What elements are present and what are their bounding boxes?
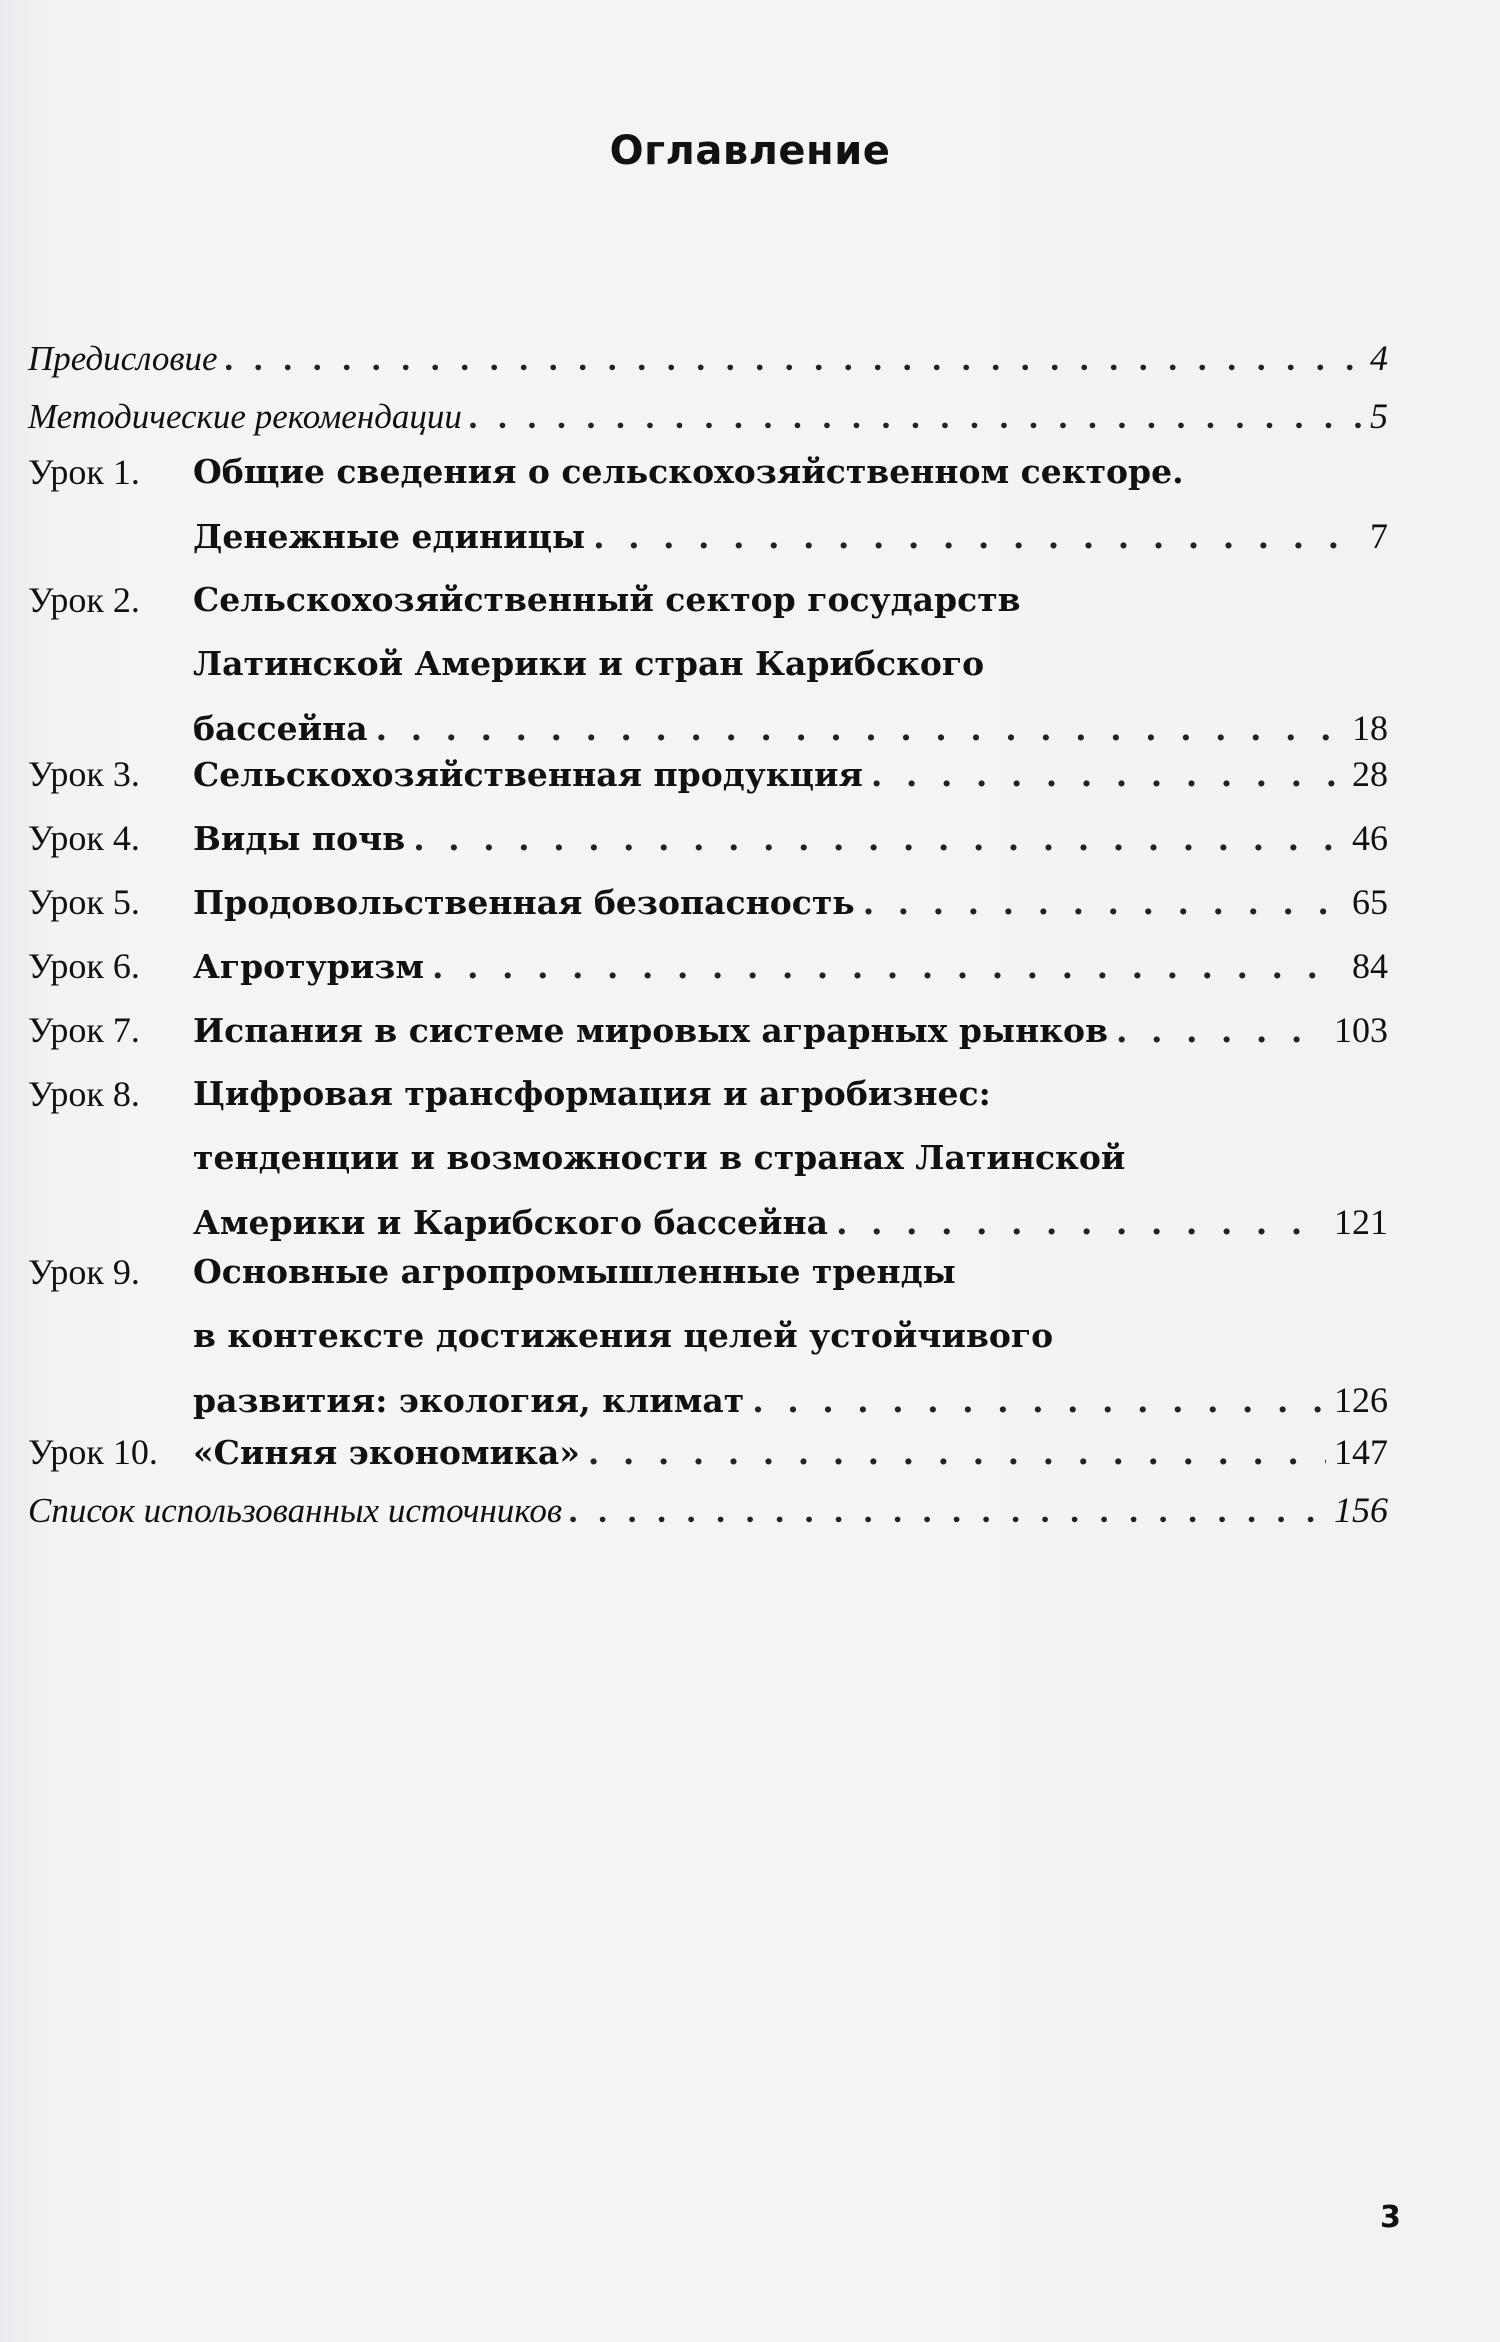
entry-title-line: развития: экология, климат bbox=[193, 1381, 745, 1420]
leader-dots bbox=[593, 515, 1362, 559]
entry-page-number: 147 bbox=[1334, 1432, 1388, 1472]
leader-dots bbox=[588, 1431, 1326, 1475]
lesson-number: Урок 6. bbox=[28, 946, 140, 986]
entry-title-line: Цифровая трансформация и агробизнес: bbox=[193, 1074, 991, 1113]
entry-page-number: 121 bbox=[1334, 1202, 1388, 1242]
entry-page-number: 65 bbox=[1352, 882, 1388, 922]
entry-title-line: Основные агропромышленные тренды bbox=[193, 1252, 956, 1291]
entry-title-line: Общие сведения о сельскохозяйственном секторе. bbox=[193, 452, 1184, 491]
entry-page-number: 18 bbox=[1352, 708, 1388, 748]
entry-title-line: Латинской Америки и стран Карибского bbox=[193, 644, 985, 683]
leader-dots bbox=[470, 395, 1362, 439]
lesson-number: Урок 9. bbox=[28, 1252, 140, 1292]
entry-page-number: 7 bbox=[1370, 516, 1388, 556]
leader-dots bbox=[432, 945, 1344, 989]
leader-dots bbox=[836, 1201, 1326, 1245]
lesson-number: Урок 1. bbox=[28, 452, 140, 492]
leader-dots bbox=[752, 1379, 1326, 1423]
lesson-number: Урок 4. bbox=[28, 818, 140, 858]
entry-title-line: Виды почв bbox=[193, 819, 406, 858]
entry-page-number: 4 bbox=[1370, 338, 1388, 378]
leader-dots bbox=[871, 753, 1344, 797]
entry-title-line: «Синяя экономика» bbox=[193, 1433, 580, 1472]
entry-page-number: 126 bbox=[1334, 1380, 1388, 1420]
leader-dots bbox=[863, 881, 1344, 925]
entry-title-line: Испания в системе мировых аграрных рынков bbox=[193, 1011, 1108, 1050]
lesson-number: Урок 5. bbox=[28, 882, 140, 922]
entry-title-line: Список использованных источников bbox=[28, 1491, 563, 1530]
lesson-number: Урок 2. bbox=[28, 580, 140, 620]
leader-dots bbox=[226, 337, 1362, 381]
entry-page-number: 28 bbox=[1352, 754, 1388, 794]
entry-title-line: Продовольственная безопасность bbox=[193, 883, 855, 922]
entry-title-line: Денежные единицы bbox=[193, 517, 586, 556]
lesson-number: Урок 7. bbox=[28, 1010, 140, 1050]
entry-title-line: Сельскохозяйственный сектор государств bbox=[193, 580, 1021, 619]
lesson-number: Урок 8. bbox=[28, 1074, 140, 1114]
entry-page-number: 5 bbox=[1370, 396, 1388, 436]
entry-title-line: в контексте достижения целей устойчивого bbox=[193, 1316, 1054, 1355]
lesson-number: Урок 10. bbox=[28, 1432, 158, 1472]
leader-dots bbox=[570, 1489, 1326, 1533]
entry-title-line: Сельскохозяйственная продукция bbox=[193, 755, 863, 794]
leader-dots bbox=[376, 707, 1344, 751]
page-number: 3 bbox=[1380, 2200, 1401, 2235]
entry-page-number: 46 bbox=[1352, 818, 1388, 858]
entry-title-line: тенденции и возможности в странах Латинской bbox=[193, 1138, 1126, 1177]
leader-dots bbox=[413, 817, 1344, 861]
entry-title-line: Агротуризм bbox=[193, 947, 425, 986]
entry-title-line: Предисловие bbox=[28, 339, 218, 378]
entry-page-number: 84 bbox=[1352, 946, 1388, 986]
entry-title-line: Методические рекомендации bbox=[28, 397, 462, 436]
entry-title-line: Америки и Карибского бассейна bbox=[193, 1203, 829, 1242]
lesson-number: Урок 3. bbox=[28, 754, 140, 794]
leader-dots bbox=[1116, 1009, 1326, 1053]
entry-title-line: бассейна bbox=[193, 709, 368, 748]
entry-page-number: 103 bbox=[1334, 1010, 1388, 1050]
page-title: Оглавление bbox=[609, 128, 891, 174]
entry-page-number: 156 bbox=[1334, 1490, 1388, 1530]
